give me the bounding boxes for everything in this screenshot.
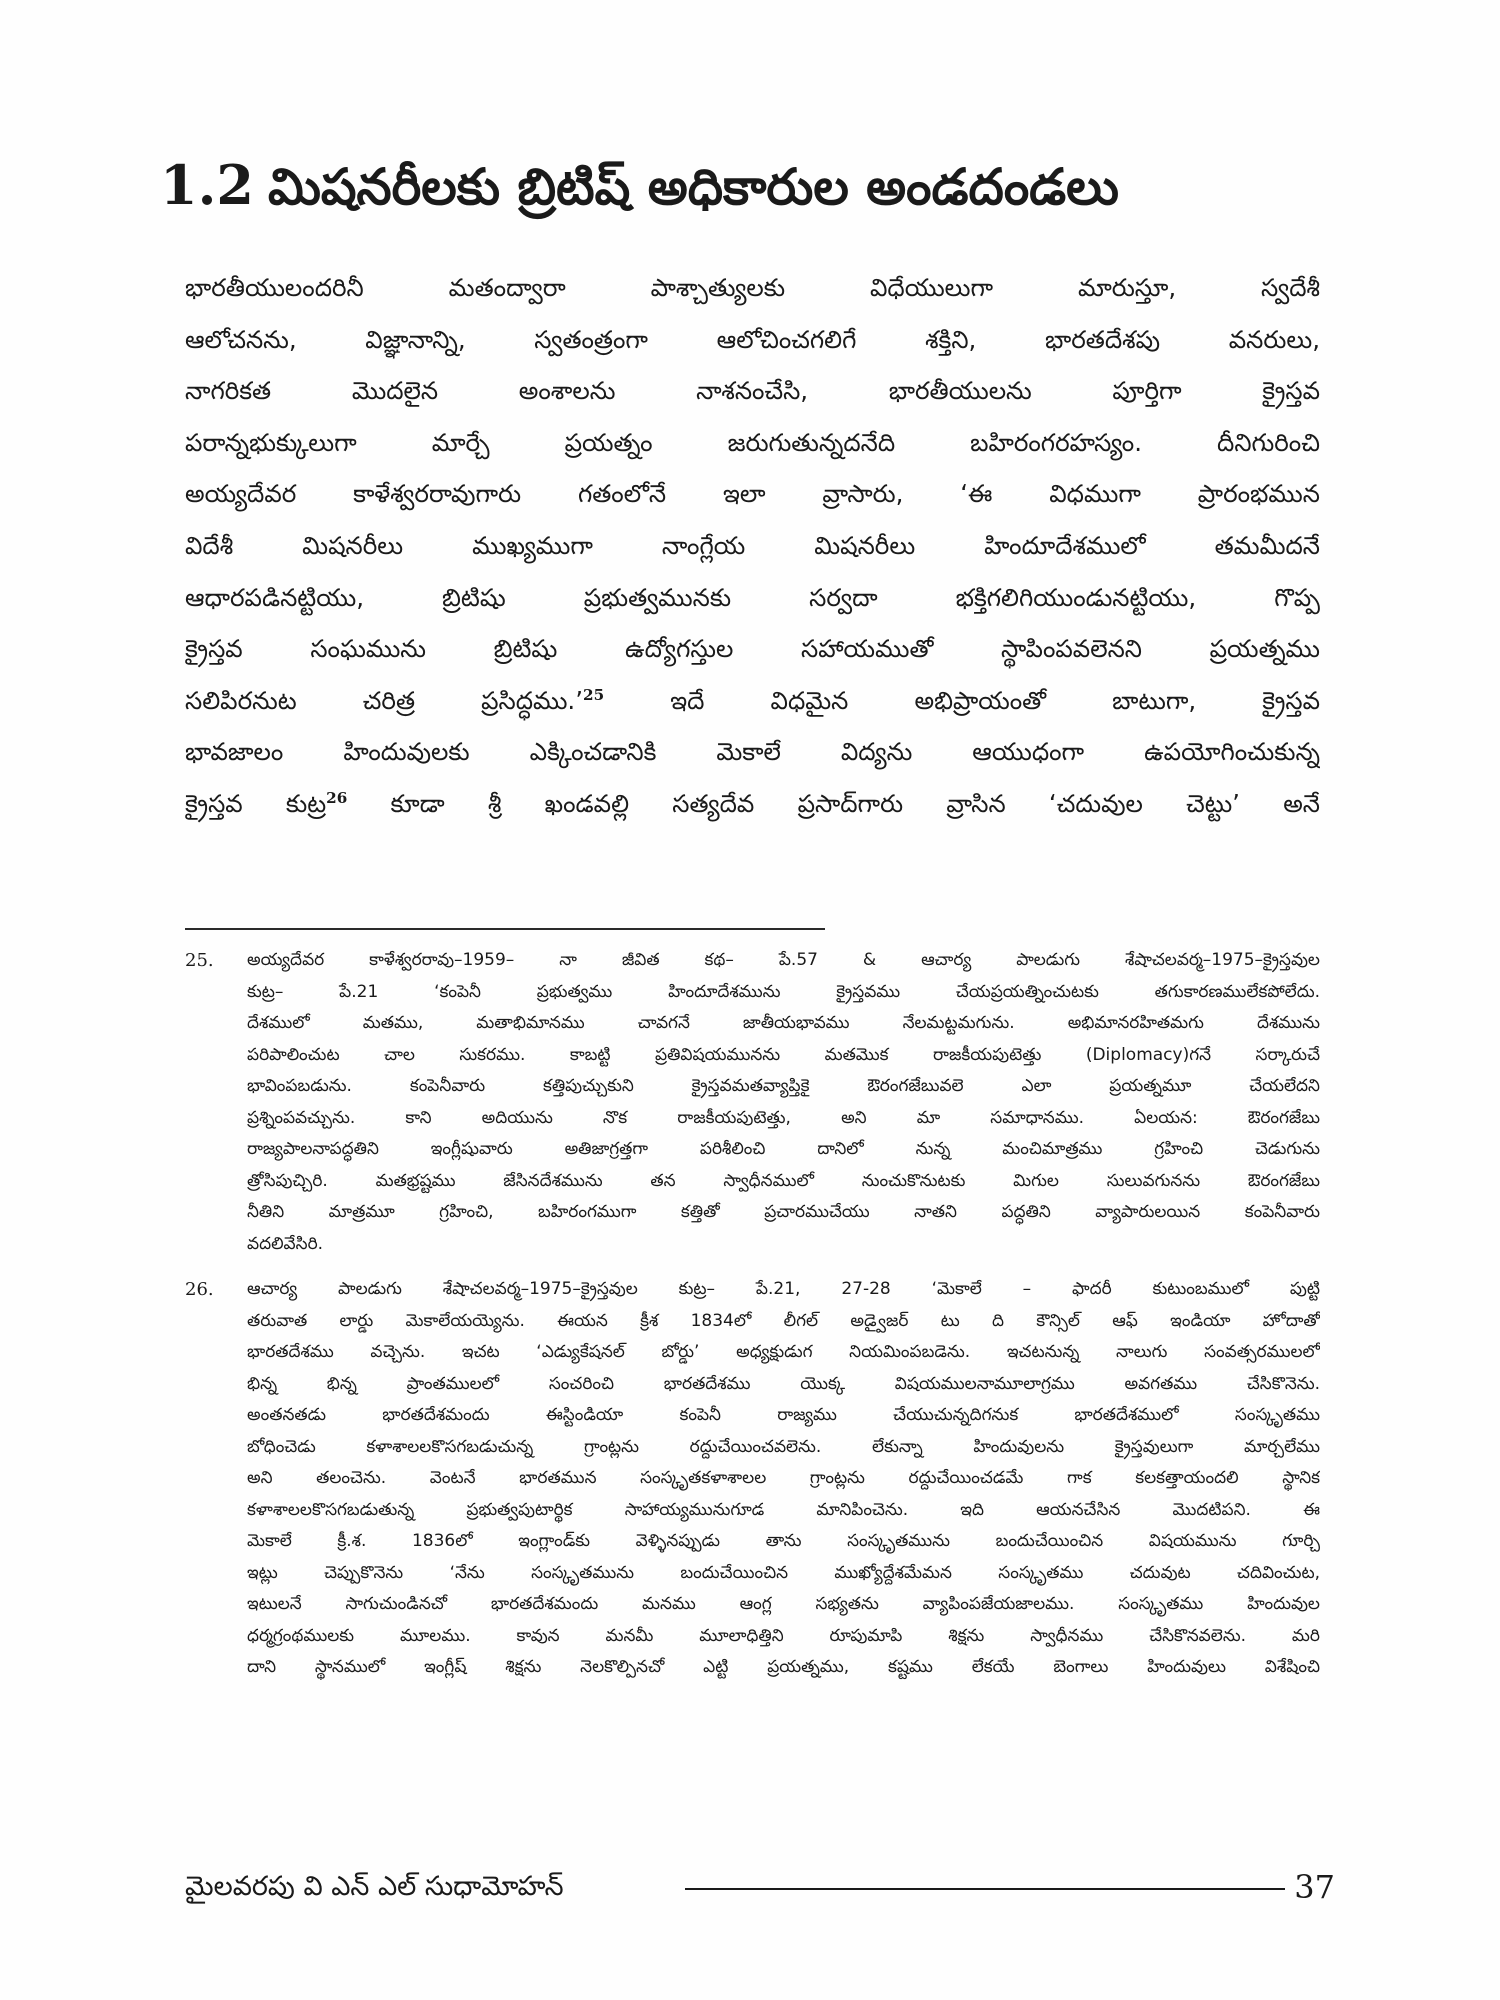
body-line: భారతీయులందరినీ మతంద్వారా పాశ్చాత్యులకు విధేయులుగా మారుస్తూ, స్వదేశీ — [185, 273, 1320, 302]
footnote-line: రాజ్యపాలనాపద్ధతిని ఇంగ్లీషువారు అతిజాగ్రత్తగా పరిశీలించి దానిలో నున్న మంచిమాత్రము గ్రహించి చెడుగును — [247, 1139, 1320, 1159]
footnote-text — [247, 945, 1320, 1260]
footnote-text — [247, 1274, 1320, 1684]
body-line-text: సలిపిరనుట చరిత్ర ప్రసిద్ధము.’ — [185, 685, 584, 715]
footnote-line: త్రోసిపుచ్చిరి. మతభ్రష్టము జేసినదేశమును తన స్వాధీనములో నుంచుకొనుటకు మిగుల సులువగునను ఔరంగజేబు — [247, 1170, 1320, 1191]
footnote-line: పరిపాలించుట చాల సుకరము. కాబట్టి ప్రతివిషయమునను మతమొక రాజకీయపుటెత్తు (Diplomacy)గనే సర్కారుచే — [247, 1044, 1320, 1065]
chapter-title-text: మిషనరీలకు బ్రిటిష్ అధికారుల అండదండలు — [267, 158, 1119, 216]
body-line — [185, 778, 1320, 830]
footnote-line: మెకాలే క్రీ.శ. 1836లో ఇంగ్లాండ్‌కు వెళ్ళినప్పుడు తాను సంస్కృతమును బందుచేయించిన విషయమును గూర్చి — [247, 1531, 1320, 1551]
chapter-title — [160, 150, 1340, 222]
footnote-26 — [185, 1274, 1320, 1684]
body-line-text: క్రైస్తవ కుట్ర — [185, 788, 327, 818]
body-line: నాగరికత మొదలైన అంశాలను నాశనంచేసి, భారతీయులను పూర్తిగా క్రైస్తవ — [185, 376, 1320, 406]
page-number: 37 — [1294, 1868, 1335, 1906]
footer-rule — [685, 1888, 1285, 1890]
footnote-line: అని తలంచెను. వెంటనే భారతమున సంస్కృతకళాశాలల గ్రాంట్లను రద్దుచేయించడమే గాక కలకత్తాయందలి స్థానిక — [247, 1468, 1320, 1488]
footnote-line: అంతనతడు భారతదేశమందు ఈస్టిండియా కంపెనీ రాజ్యము చేయుచున్నదిగనుక భారతదేశములో సంస్కృతము — [247, 1405, 1320, 1425]
footnote-ref-25[interactable]: 25 — [583, 685, 605, 704]
footnote-line: అయ్యదేవర కాళేశ్వరరావు–1959– నా జీవిత కథ– పే.57 & ఆచార్య పాలడుగు శేషాచలవర్మ–1975–క్రైస్తవుల — [247, 950, 1320, 970]
footnote-line: వదలివేసిరి. — [247, 1233, 324, 1254]
footnote-line: ప్రశ్నింపవచ్చును. కాని అదియును నొక రాజకీయపుటెత్తు, అని మా సమాధానము. ఏలయన: ఔరంగజేబు — [247, 1107, 1320, 1128]
footnote-line: దేశములో మతము, మతాభిమానము చావగనే జాతీయభావము నేలమట్టమగును. అభిమానరహితమగు దేశమును — [247, 1013, 1320, 1033]
chapter-number: 1.2 — [160, 153, 254, 217]
footnote-line: ఆచార్య పాలడుగు శేషాచలవర్మ–1975–క్రైస్తవుల కుట్ర– పే.21, 27-28 ‘మెకాలే – ఫాదరీ కుటుంబములో పుట్టి — [247, 1279, 1320, 1299]
footnote-line: కళాశాలలకొసగబడుతున్న ప్రభుత్వపుటార్థిక సాహాయ్యమునుగూడ మానిపించెను. ఇది ఆయనచేసిన మొదటిపని. ఈ — [247, 1499, 1320, 1520]
body-line: భావజాలం హిందువులకు ఎక్కించడానికి మెకాలే విద్యను ఆయుధంగా ఉపయోగించుకున్న — [185, 737, 1320, 767]
footnotes — [185, 945, 1320, 1698]
body-line: క్రైస్తవ సంఘమును బ్రిటిషు ఉద్యోగస్తుల సహాయముతో స్థాపింపవలెనని ప్రయత్నము — [185, 634, 1320, 664]
footnote-line: భిన్న భిన్న ప్రాంతములలో సంచరించి భారతదేశము యొక్క విషయములనామూలాగ్రము అవగతము చేసికొనెను. — [247, 1373, 1320, 1394]
footer-author: మైలవరపు వి ఎన్ ఎల్ సుధామోహన్ — [185, 1871, 564, 1902]
footnote-line: తరువాత లార్డు మెకాలేయయ్యెను. ఈయన క్రీశ 1834లో లీగల్ అడ్వైజర్ టు ది కౌన్సిల్ ఆఫ్ ఇండియా హోదాతో — [247, 1310, 1320, 1331]
footnote-25 — [185, 945, 1320, 1260]
footnote-line: బోధించెడు కళాశాలలకొసగబడుచున్న గ్రాంట్లను రద్దుచేయించవలెను. లేకున్నా హిందువులను క్రైస్తవులుగా మార్చలేము — [247, 1436, 1320, 1457]
body-paragraph — [185, 262, 1320, 830]
footnote-line: కుట్ర– పే.21 ‘కంపెనీ ప్రభుత్వము హిందూదేశమును క్రైస్తవము చేయప్రయత్నించుటకు తగుకారణములేకపోలేదు. — [247, 981, 1320, 1002]
page-footer — [185, 1865, 1335, 1915]
footnote-ref-26[interactable]: 26 — [326, 788, 348, 807]
footnote-line: భారతదేశము వచ్చెను. ఇచట ‘ఎడ్యుకేషనల్ బోర్డు’ అధ్యక్షుడుగ నియమింపబడెను. ఇచటనున్న నాలుగు సంవత్సరములలో — [247, 1342, 1320, 1362]
footnote-line: ఇట్లు చెప్పుకొనెను ‘నేను సంస్కృతమును బందుచేయించిన ముఖ్యోద్దేశమేమన సంస్కృతము చదువుట చదివించుట, — [247, 1562, 1320, 1583]
footnote-number: 26. — [185, 1279, 214, 1300]
body-line: అయ్యదేవర కాళేశ్వరరావుగారు గతంలోనే ఇలా వ్రాసారు, ‘ఈ విధముగా ప్రారంభమున — [185, 479, 1320, 509]
body-line-text: కూడా శ్రీ ఖండవల్లి సత్యదేవ ప్రసాద్‌గారు వ్రాసిన ‘చదువుల చెట్టు’ అనే — [347, 788, 1320, 818]
footnote-separator — [185, 928, 825, 930]
footnote-line: భావింపబడును. కంపెనీవారు కత్తిపుచ్చుకుని క్రైస్తవమతవ్యాప్తికై ఔరంగజేబువలె ఎలా ప్రయత్నమూ చేయలేదని — [247, 1076, 1320, 1096]
body-line: విదేశీ మిషనరీలు ముఖ్యముగా నాంగ్లేయ మిషనరీలు హిందూదేశములో తమమీదనే — [185, 530, 1320, 560]
footnote-line: దాని స్థానములో ఇంగ్లీష్ శిక్షను నెలకొల్పినచో ఎట్టి ప్రయత్నము, కష్టము లేకయే బెంగాలు హిందువులు విశేషించి — [247, 1657, 1320, 1677]
body-line-text: ఇదే విధమైన అభిప్రాయంతో బాటుగా, క్రైస్తవ — [604, 685, 1320, 715]
body-line: ఆలోచనను, విజ్ఞానాన్ని, స్వతంత్రంగా ఆలోచించగలిగే శక్తిని, భారతదేశపు వనరులు, — [185, 324, 1320, 354]
body-line: పరాన్నభుక్కులుగా మార్చే ప్రయత్నం జరుగుతున్నదనేది బహిరంగరహస్యం. దీనిగురించి — [185, 427, 1320, 457]
footnote-line: ధర్మగ్రంథములకు మూలము. కావున మనమీ మూలాధిత్తిని రూపుమాపి శిక్షను స్వాధీనము చేసికొనవలెను. మరి — [247, 1625, 1320, 1646]
footnote-line: నీతిని మాత్రమూ గ్రహించి, బహిరంగముగా కత్తితో ప్రచారముచేయు నాతని పద్ధతిని వ్యాపారులయిన కంపెనీవారు — [247, 1202, 1320, 1222]
footnote-number: 25. — [185, 950, 214, 971]
footnote-line: ఇటులనే సాగుచుండినచో భారతదేశమందు మనము ఆంగ్ల సభ్యతను వ్యాపింపజేయజాలము. సంస్కృతము హిందువుల — [247, 1594, 1320, 1614]
body-line — [185, 675, 1320, 727]
body-line: ఆధారపడినట్టియు, బ్రిటిషు ప్రభుత్వమునకు సర్వదా భక్తిగలిగియుండునట్టియు, గొప్ప — [185, 582, 1320, 612]
